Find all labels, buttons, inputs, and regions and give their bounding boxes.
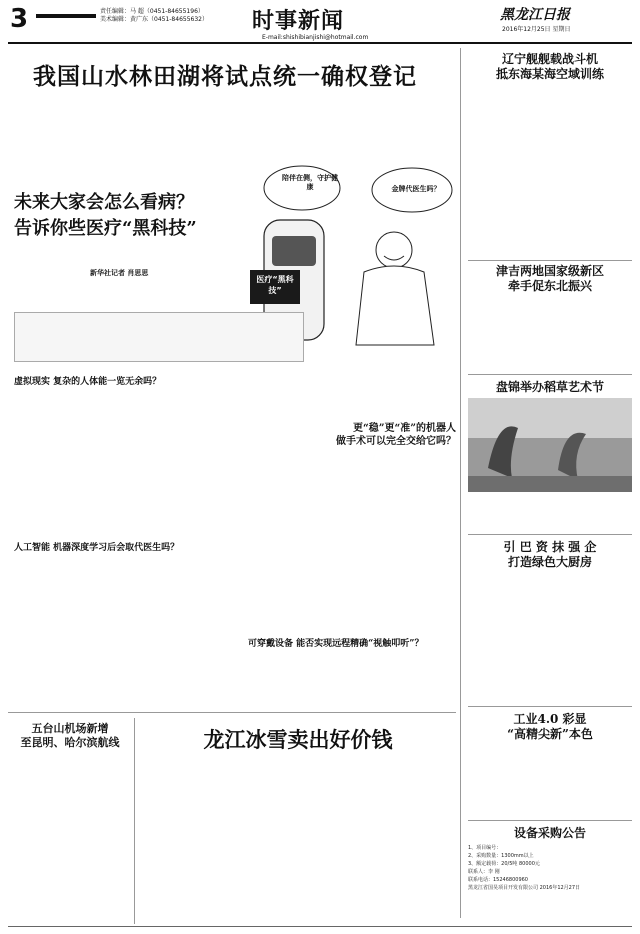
subhead-line: 做手术可以完全交给它吗？: [336, 436, 456, 447]
section-email: E-mail:shishibianjishi@hotmail.com: [262, 34, 369, 41]
headline-line: 五台山机场新增: [31, 722, 109, 735]
right-headline-1: [468, 52, 632, 82]
right-headline-4: [468, 540, 632, 570]
procurement-notice-title: 设备采购公告: [513, 826, 586, 840]
headline-line: 引 巴 资 抹 强 企: [503, 540, 597, 554]
right-headline-5: [468, 712, 632, 742]
feature-column: [130, 388, 240, 534]
headline-line: 抵东海某海空域训练: [495, 67, 604, 81]
section-rule: [468, 260, 632, 261]
bottom-left-column: [10, 756, 130, 924]
editor-line: 责任编辑：马 超（0451-84655196）: [100, 8, 204, 15]
publication-date: 2016年12月25日 星期日: [502, 26, 571, 33]
feature-column: [130, 556, 240, 706]
section-subhead: 可穿戴设备 能否实现远程精确“视触叩听”？: [248, 639, 424, 649]
headline-line: “高精尖新”本色: [507, 727, 593, 741]
right-column-text: [468, 574, 632, 702]
right-column-text: [468, 88, 632, 256]
bottom-column: [246, 756, 346, 924]
feature-column: [14, 388, 124, 534]
headline-line: 工业4.0 彩显: [513, 712, 587, 726]
feature-intro-box: [14, 312, 304, 362]
notice-line: 联系人：李 刚: [468, 869, 500, 875]
headline-line: 至昆明、哈尔滨航线: [20, 736, 120, 749]
section-title: 时事新闻: [252, 8, 345, 34]
headline-line: 牵手促东北振兴: [507, 279, 592, 293]
page-number-bar: [36, 14, 96, 18]
page-number: 3: [10, 4, 29, 34]
footer-rule: [8, 926, 632, 927]
photo-caption: [468, 496, 632, 530]
header-rule: [8, 42, 632, 44]
section-subhead: 虚拟现实 复杂的人体能一览无余吗？: [14, 377, 162, 387]
feature-column: [354, 652, 456, 704]
headline-line: 打造绿色大厨房: [507, 555, 592, 569]
bottom-column: [140, 756, 240, 924]
section-rule: [468, 534, 632, 535]
feature-column: [248, 652, 348, 704]
section-subhead: 人工智能 机器深度学习后会取代医生吗？: [14, 543, 180, 553]
section-rule: [8, 712, 456, 713]
feature-headline: [14, 190, 244, 242]
notice-line: 3、额定载荷：20/5吨 80000元: [468, 861, 540, 867]
robot-label: 医疗“黑科技”: [256, 275, 294, 295]
section-rule: [468, 820, 632, 821]
feature-column: [354, 456, 456, 630]
right-column-text: [468, 298, 632, 368]
headline-line: 辽宁舰舰载战斗机: [501, 52, 598, 66]
robot-bubble-left: 陪伴在侧，守护健康: [282, 174, 338, 191]
main-headline: 我国山水林田湖将试点统一确权登记: [33, 63, 417, 90]
notice-line: 黑龙江省国昊项目开发有限公司 2016年12月27日: [468, 885, 581, 891]
feature-headline-line: 告诉你些医疗“黑科技”: [14, 218, 197, 239]
straw-art-photo: [468, 398, 632, 492]
procurement-notice: [468, 844, 632, 892]
notice-line: 1、项目编号：: [468, 845, 502, 851]
newspaper-masthead: 黑龙江日报: [500, 7, 570, 23]
section-rule: [468, 374, 632, 375]
main-article-column: [10, 98, 110, 182]
section-rule: [468, 706, 632, 707]
right-headline-2: [468, 264, 632, 294]
feature-headline-line: 未来大家会怎么看病？: [14, 192, 194, 213]
bottom-column: [352, 756, 456, 924]
right-column-text: [468, 746, 632, 816]
bottom-left-headline: [10, 722, 130, 750]
bottom-headline: 龙江冰雪卖出好价钱: [203, 727, 393, 752]
editor-credits: [100, 8, 208, 24]
notice-line: 联系电话：15246800960: [468, 877, 528, 883]
designer-line: 美术编辑：黄广东（0451-84655632）: [100, 16, 208, 23]
column-rule: [134, 718, 135, 924]
section-subhead: [246, 422, 456, 448]
robot-bubble-right: 金牌代医生吗？: [391, 185, 441, 193]
feature-column: [14, 556, 124, 706]
subhead-line: 更“稳”更“准”的机器人: [352, 423, 456, 434]
feature-byline: 新华社记者 肖思思: [90, 268, 149, 277]
headline-line: 津吉两地国家级新区: [495, 264, 604, 278]
main-article-column: [114, 98, 218, 182]
notice-line: 2、采购数量：1300mm以上: [468, 853, 534, 859]
right-headline-3: 盘锦举办稻草艺术节: [495, 380, 604, 394]
feature-column: [248, 456, 348, 630]
page-header: [0, 0, 640, 44]
